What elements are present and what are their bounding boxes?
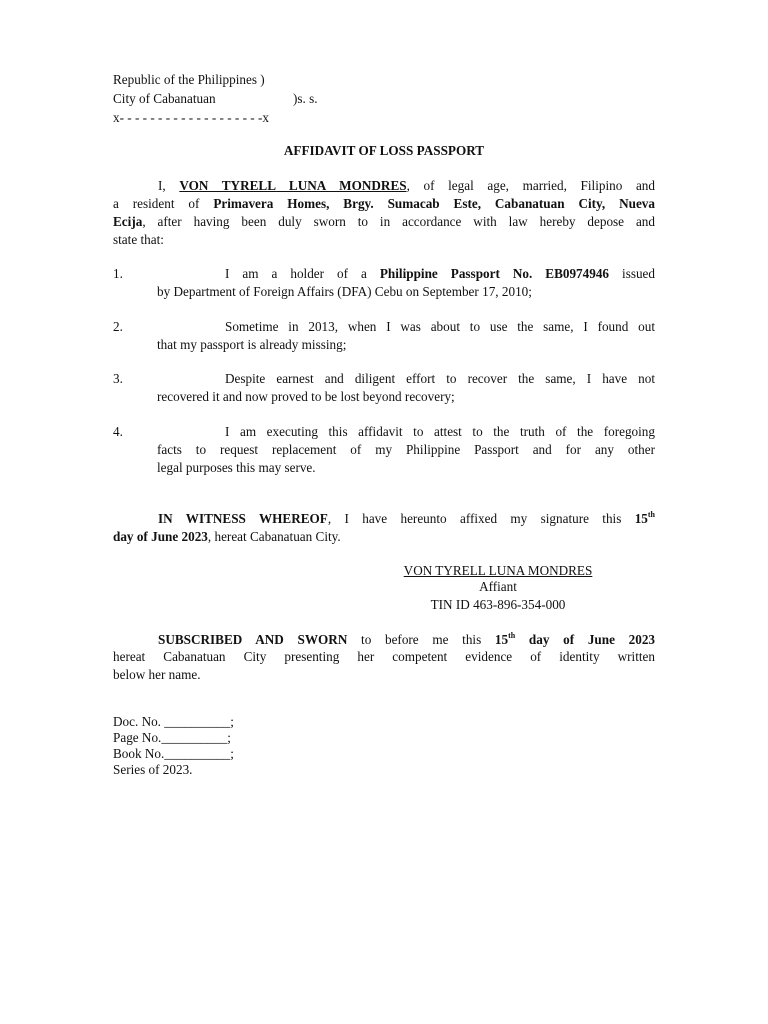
intro-line-1 xyxy=(113,177,655,195)
sworn-line-2: hereat Cabanatuan City presenting her competent evidence of identity written xyxy=(113,649,655,664)
witness-day: 15 xyxy=(634,511,648,526)
page-no-label: Page No. xyxy=(113,730,162,745)
header-ss: )s. s. xyxy=(293,91,318,106)
book-no-blank: __________; xyxy=(164,746,234,761)
series: Series of 2023. xyxy=(113,762,193,777)
intro-i: I, xyxy=(158,178,180,193)
item-1-line-1 xyxy=(225,265,655,283)
book-no-label: Book No. xyxy=(113,746,165,761)
witness-text: , I have hereunto affixed my signature this xyxy=(327,511,635,526)
sworn-date: day of June 2023 xyxy=(515,632,656,647)
sworn-day-suffix: th xyxy=(508,631,516,640)
item-1-line-2: by Department of Foreign Affairs (DFA) Cebu on September 17, 2010; xyxy=(157,284,532,299)
passport-number: Philippine Passport No. EB0974946 xyxy=(379,266,610,281)
intro-text-1: , of legal age, married, Filipino and xyxy=(406,178,655,193)
intro-address-end: Ecija xyxy=(113,214,143,229)
header-city: City of Cabanatuan xyxy=(113,91,216,106)
item-2-line-2: that my passport is already missing; xyxy=(157,337,347,352)
page-no-blank: __________; xyxy=(161,730,231,745)
header-republic: Republic of the Philippines ) xyxy=(113,72,265,87)
item-1-issued: issued xyxy=(609,266,655,281)
item-4-line-2: facts to request replacement of my Philippine Passport and for any other xyxy=(157,442,655,457)
sworn-line-3: below her name. xyxy=(113,667,201,682)
sworn-line-1 xyxy=(158,631,655,649)
witness-line-1 xyxy=(158,510,655,528)
item-3-line-1: Despite earnest and diligent effort to recover the same, I have not xyxy=(225,371,655,386)
intro-line-4: state that: xyxy=(113,232,164,247)
item-1-text: I am a holder of a xyxy=(225,266,380,281)
item-4-number: 4. xyxy=(113,424,123,439)
item-3-line-2: recovered it and now proved to be lost beyond recovery; xyxy=(157,389,455,404)
item-1-number: 1. xyxy=(113,266,123,281)
item-3-number: 3. xyxy=(113,371,123,386)
item-4-line-3: legal purposes this may serve. xyxy=(157,460,316,475)
affiant-name-text: VON TYRELL LUNA MONDRES xyxy=(403,563,593,578)
item-4-line-1: I am executing this affidavit to attest to the truth of the foregoing xyxy=(225,424,655,439)
intro-text-2: a resident of xyxy=(113,196,214,211)
item-2-line-1: Sometime in 2013, when I was about to use the same, I found out xyxy=(225,319,655,334)
witness-line-2 xyxy=(113,528,341,546)
sworn-heading: SUBSCRIBED AND SWORN xyxy=(158,632,348,647)
header-rule: x- - - - - - - - - - - - - - - - - - -x xyxy=(113,110,269,125)
intro-address: Primavera Homes, Brgy. Sumacab Este, Cabanatuan City, Nueva xyxy=(213,196,655,211)
witness-place: , hereat Cabanatuan City. xyxy=(207,529,341,544)
intro-text-3: , after having been duly sworn to in accordance with law hereby depose and xyxy=(142,214,655,229)
intro-line-2 xyxy=(113,195,655,213)
doc-no-blank: __________; xyxy=(164,714,234,729)
doc-no-label: Doc. No. xyxy=(113,714,165,729)
sworn-text: to before me this xyxy=(347,632,495,647)
sworn-day: 15 xyxy=(494,632,509,647)
document-title: AFFIDAVIT OF LOSS PASSPORT xyxy=(283,143,485,158)
intro-affiant-name: VON TYRELL LUNA MONDRES xyxy=(179,178,407,193)
intro-line-3 xyxy=(113,213,655,231)
witness-day-suffix: th xyxy=(647,510,656,519)
affiant-tin: TIN ID 463-896-354-000 xyxy=(430,597,566,612)
affiant-role: Affiant xyxy=(479,579,517,594)
witness-heading: IN WITNESS WHEREOF xyxy=(158,511,328,526)
item-2-number: 2. xyxy=(113,319,123,334)
witness-date: day of June 2023 xyxy=(113,529,208,544)
